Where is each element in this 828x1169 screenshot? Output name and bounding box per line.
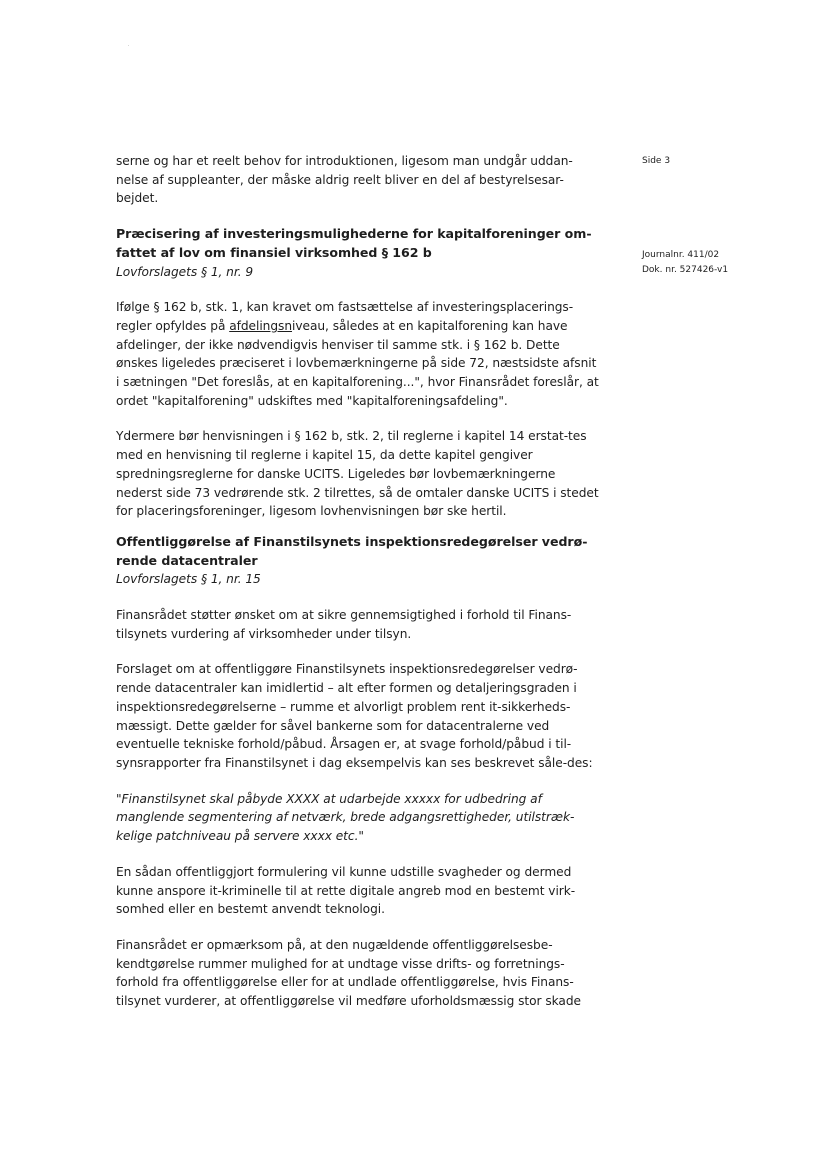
paragraph-problem: Forslaget om at offentliggøre Finanstilsynets inspektionsredegørelser vedrø-rende datacentraler kan imidlertid – alt efter formen og detaljeringsgraden i inspektionsredegørelserne – rumme et alvorligt problem rent it-sikkerheds-mæssigt. Dette gælder for såvel bankerne som for datacentralerne ved eventuelle tekniske forhold/påbud. Årsagen er, at svage forhold/påbud i til-synsrapporter fra Finanstilsynet i dag eksempelvis kan ses beskrevet såle-des: [116, 662, 593, 770]
paragraph-continuation: serne og har et reelt behov for introduktionen, ligesom man undgår uddan-nelse af suppleanter, der måske aldrig reelt bliver en del af bestyrelsesar-bejdet. [116, 154, 573, 206]
scan-speck [128, 45, 129, 46]
paragraph-162b-stk2: Ydermere bør henvisningen i § 162 b, stk. 2, til reglerne i kapitel 14 erstat-tes med en henvisning til reglerne i kapitel 15, da dette kapitel gengiver spredningsreglerne for danske UCITS. Ligeledes bør lovbemærkningerne nederst side 73 vedrørende stk. 2 tilrettes, så de omtaler danske UCITS i stedet for placeringsforeninger, ligesom lovhenvisningen bør ske hertil. [116, 429, 599, 519]
section-reference-publication: Lovforslagets § 1, nr. 15 [116, 572, 261, 587]
journal-number: Journalnr. 411/02 [642, 250, 720, 260]
document-number: Dok. nr. 527426-v1 [642, 265, 729, 275]
section-heading-publication: Offentliggørelse af Finanstilsynets inspektionsredegørelser vedrø-rende datacentraler [116, 533, 588, 568]
paragraph-162b-stk1 [116, 298, 602, 410]
page-number: Side 3 [642, 156, 671, 166]
paragraph-exemption: Finansrådet er opmærksom på, at den nugældende offentliggørelsesbe-kendtgørelse rummer mulighed for at undtage visse drifts- og forretnings-forhold fra offentliggørelse eller for at undlade offentliggørelse, hvis Finans-tilsynet vurderer, at offentliggørelse vil medføre uforholdsmæssig stor skade [116, 937, 581, 1009]
paragraph-support: Finansrådet støtter ønsket om at sikre gennemsigtighed i forhold til Finans-tilsynets vurdering af virksomheder under tilsyn. [116, 608, 572, 641]
document-body [116, 152, 602, 1011]
quote-example: "Finanstilsynet skal påbyde XXXX at udarbejde xxxxx for udbedring af manglende segmentering af netværk, brede adgangsrettigheder, utilstræk-kelige patchniveau på servere xxxx etc." [116, 791, 575, 844]
sidebar-references [642, 248, 792, 278]
paragraph-text: iveau, således at en kapitalforening kan have afdelinger, der ikke nødvendigvis henviser til samme stk. i § 162 b. Dette ønskes ligeledes præciseret i lovbemærkningerne på side 72, næstsidste afsnit i sætningen "Det foreslås, at en kapitalforening...", hvor Finansrådet foreslår, at ordet "kapitalforening" udskiftes med "kapitalforeningsafdeling". [116, 318, 599, 408]
section-heading-investment: Præcisering af investeringsmulighederne for kapitalforeninger om-fattet af lov om finansiel virksomhed § 162 b [116, 226, 592, 260]
paragraph-consequence: En sådan offentliggjort formulering vil kunne udstille svagheder og dermed kunne anspore it-kriminelle til at rette digitale angreb mod en bestemt virk-somhed eller en bestemt anvendt teknologi. [116, 864, 576, 917]
sidebar-page-number [642, 154, 792, 169]
paragraph-text: Ifølge § 162 b, stk. 1, kan kravet om fastsættelse af investeringsplacerings-regler opfyldes på [116, 300, 574, 333]
section-reference-investment: Lovforslagets § 1, nr. 9 [116, 264, 254, 279]
underlined-word: afdelingsn [229, 318, 293, 333]
